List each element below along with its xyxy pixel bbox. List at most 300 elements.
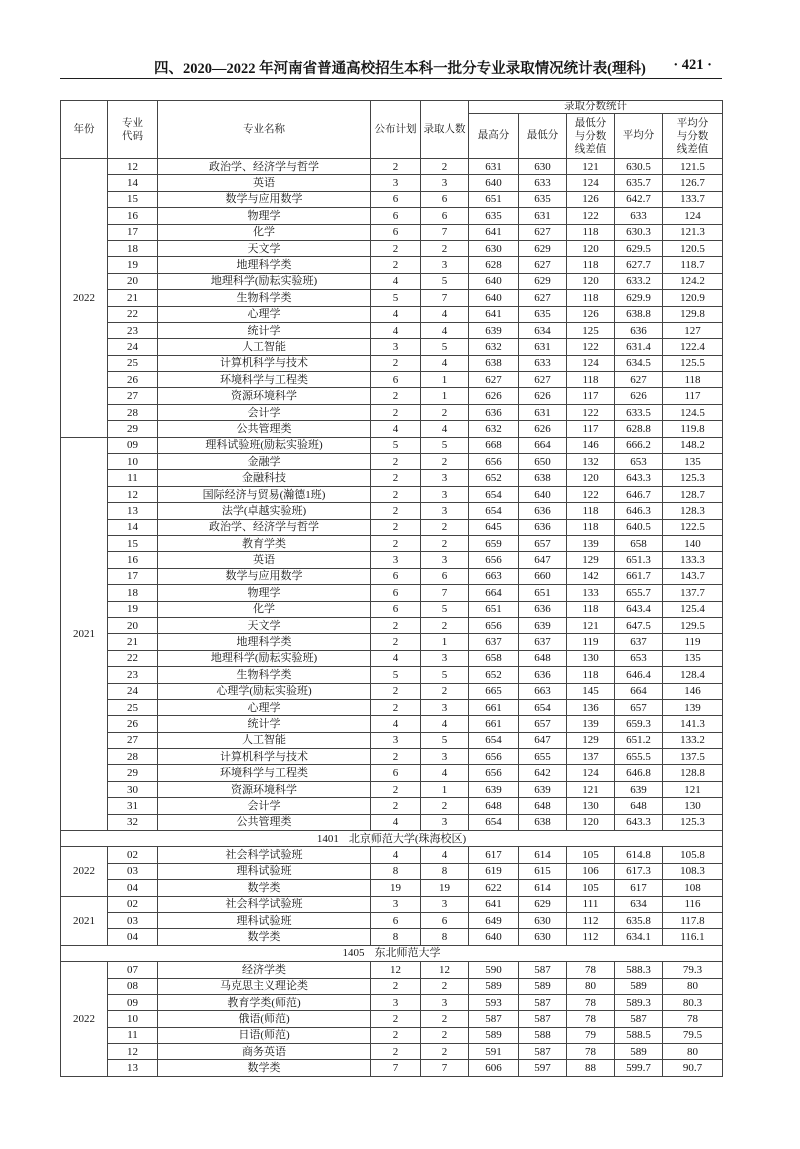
major-code-cell: 22 xyxy=(108,306,158,322)
min-score-diff-cell: 78 xyxy=(567,1044,615,1060)
min-score-cell: 614 xyxy=(519,880,567,896)
avg-score-cell: 659.3 xyxy=(615,716,663,732)
avg-score-cell: 628.8 xyxy=(615,421,663,437)
avg-score-diff-cell: 128.3 xyxy=(663,503,723,519)
admitted-count-cell: 1 xyxy=(421,634,469,650)
admitted-count-cell: 7 xyxy=(421,290,469,306)
max-score-cell: 638 xyxy=(469,355,519,371)
min-score-diff-cell: 111 xyxy=(567,896,615,912)
published-plan-cell: 3 xyxy=(371,552,421,568)
avg-score-cell: 633.5 xyxy=(615,404,663,420)
min-score-cell: 633 xyxy=(519,355,567,371)
min-score-cell: 636 xyxy=(519,519,567,535)
admitted-count-cell: 5 xyxy=(421,437,469,453)
table-row xyxy=(61,749,723,765)
major-name-cell: 教育学类(师范) xyxy=(158,994,371,1010)
major-name-cell: 环境科学与工程类 xyxy=(158,372,371,388)
admitted-count-cell: 12 xyxy=(421,962,469,978)
avg-score-cell: 599.7 xyxy=(615,1060,663,1076)
year-cell: 2022 xyxy=(61,159,108,438)
table-row xyxy=(61,1060,723,1076)
max-score-cell: 652 xyxy=(469,667,519,683)
table-row xyxy=(61,175,723,191)
published-plan-cell: 2 xyxy=(371,798,421,814)
major-name-cell: 地理科学(励耘实验班) xyxy=(158,650,371,666)
admitted-count-cell: 5 xyxy=(421,339,469,355)
avg-score-cell: 614.8 xyxy=(615,847,663,863)
min-score-diff-cell: 133 xyxy=(567,585,615,601)
published-plan-cell: 2 xyxy=(371,388,421,404)
min-score-cell: 615 xyxy=(519,863,567,879)
table-row xyxy=(61,929,723,945)
min-score-diff-cell: 121 xyxy=(567,159,615,175)
min-score-cell: 588 xyxy=(519,1027,567,1043)
avg-score-cell: 630.5 xyxy=(615,159,663,175)
page-header xyxy=(60,55,722,79)
avg-score-diff-cell: 121 xyxy=(663,781,723,797)
avg-score-cell: 655.7 xyxy=(615,585,663,601)
major-code-cell: 02 xyxy=(108,896,158,912)
major-code-cell: 27 xyxy=(108,388,158,404)
table-row xyxy=(61,814,723,830)
table-row xyxy=(61,339,723,355)
major-name-cell: 理科试验班(励耘实验班) xyxy=(158,437,371,453)
published-plan-cell: 3 xyxy=(371,339,421,355)
major-code-cell: 29 xyxy=(108,421,158,437)
published-plan-cell: 7 xyxy=(371,1060,421,1076)
admitted-count-cell: 8 xyxy=(421,863,469,879)
major-name-cell: 物理学 xyxy=(158,208,371,224)
max-score-cell: 663 xyxy=(469,568,519,584)
admitted-count-cell: 4 xyxy=(421,765,469,781)
major-code-cell: 16 xyxy=(108,552,158,568)
admitted-count-cell: 4 xyxy=(421,322,469,338)
table-row xyxy=(61,306,723,322)
major-name-cell: 英语 xyxy=(158,175,371,191)
major-name-cell: 教育学类 xyxy=(158,535,371,551)
avg-score-diff-cell: 116.1 xyxy=(663,929,723,945)
admitted-count-cell: 3 xyxy=(421,650,469,666)
published-plan-cell: 2 xyxy=(371,503,421,519)
min-score-diff-cell: 105 xyxy=(567,880,615,896)
table-row xyxy=(61,978,723,994)
published-plan-cell: 6 xyxy=(371,912,421,928)
avg-score-diff-cell: 119.8 xyxy=(663,421,723,437)
table-row xyxy=(61,322,723,338)
min-score-cell: 657 xyxy=(519,535,567,551)
min-score-diff-cell: 129 xyxy=(567,552,615,568)
min-score-diff-cell: 120 xyxy=(567,273,615,289)
min-score-cell: 654 xyxy=(519,699,567,715)
min-score-diff-cell: 118 xyxy=(567,601,615,617)
min-score-cell: 664 xyxy=(519,437,567,453)
published-plan-cell: 6 xyxy=(371,765,421,781)
school-header-cell xyxy=(61,945,723,961)
major-name-cell: 数学类 xyxy=(158,929,371,945)
major-name-cell: 地理科学类 xyxy=(158,634,371,650)
major-name-cell: 会计学 xyxy=(158,404,371,420)
max-score-cell: 630 xyxy=(469,240,519,256)
max-score-cell: 640 xyxy=(469,175,519,191)
max-score-cell: 654 xyxy=(469,486,519,502)
min-score-diff-cell: 124 xyxy=(567,355,615,371)
min-score-cell: 657 xyxy=(519,716,567,732)
major-code-cell: 13 xyxy=(108,1060,158,1076)
min-score-diff-cell: 124 xyxy=(567,765,615,781)
school-name: 东北师范大学 xyxy=(374,947,441,960)
min-score-cell: 629 xyxy=(519,240,567,256)
major-code-cell: 26 xyxy=(108,716,158,732)
table-row xyxy=(61,159,723,175)
min-score-cell: 627 xyxy=(519,224,567,240)
max-score-cell: 617 xyxy=(469,847,519,863)
max-score-cell: 654 xyxy=(469,814,519,830)
table-row xyxy=(61,634,723,650)
min-score-cell: 627 xyxy=(519,257,567,273)
min-score-cell: 630 xyxy=(519,929,567,945)
major-code-cell: 18 xyxy=(108,585,158,601)
published-plan-cell: 6 xyxy=(371,208,421,224)
admitted-count-cell: 2 xyxy=(421,404,469,420)
admitted-count-cell: 3 xyxy=(421,486,469,502)
major-code-cell: 23 xyxy=(108,667,158,683)
avg-score-diff-cell: 124.5 xyxy=(663,404,723,420)
min-score-cell: 647 xyxy=(519,552,567,568)
table-row xyxy=(61,470,723,486)
major-name-cell: 资源环境科学 xyxy=(158,388,371,404)
header-min-score-diff xyxy=(567,114,615,159)
published-plan-cell: 6 xyxy=(371,601,421,617)
min-score-cell: 636 xyxy=(519,667,567,683)
table-row xyxy=(61,847,723,863)
major-name-cell: 数学与应用数学 xyxy=(158,568,371,584)
min-score-cell: 660 xyxy=(519,568,567,584)
min-score-cell: 638 xyxy=(519,814,567,830)
min-score-cell: 651 xyxy=(519,585,567,601)
avg-score-diff-cell: 129.5 xyxy=(663,617,723,633)
min-score-cell: 587 xyxy=(519,1044,567,1060)
avg-score-cell: 635.7 xyxy=(615,175,663,191)
min-score-diff-cell: 118 xyxy=(567,503,615,519)
published-plan-cell: 2 xyxy=(371,470,421,486)
table-row xyxy=(61,224,723,240)
major-code-cell: 10 xyxy=(108,1011,158,1027)
admitted-count-cell: 3 xyxy=(421,470,469,486)
header-year: 年份 xyxy=(61,101,108,159)
major-code-cell: 12 xyxy=(108,486,158,502)
min-score-diff-cell: 117 xyxy=(567,388,615,404)
min-score-diff-cell: 78 xyxy=(567,994,615,1010)
major-code-cell: 11 xyxy=(108,470,158,486)
published-plan-cell: 2 xyxy=(371,1027,421,1043)
major-code-cell: 09 xyxy=(108,437,158,453)
min-score-cell: 648 xyxy=(519,650,567,666)
avg-score-cell: 589 xyxy=(615,1044,663,1060)
published-plan-cell: 12 xyxy=(371,962,421,978)
school-header-row xyxy=(61,945,723,961)
header-max-score: 最高分 xyxy=(469,114,519,159)
avg-score-cell: 651.3 xyxy=(615,552,663,568)
major-name-cell: 理科试验班 xyxy=(158,912,371,928)
table-row xyxy=(61,601,723,617)
year-cell: 2022 xyxy=(61,847,108,896)
major-code-cell: 09 xyxy=(108,994,158,1010)
school-header-row xyxy=(61,831,723,847)
major-name-cell: 天文学 xyxy=(158,240,371,256)
min-score-diff-cell: 139 xyxy=(567,535,615,551)
min-score-cell: 635 xyxy=(519,306,567,322)
max-score-cell: 589 xyxy=(469,1027,519,1043)
min-score-diff-cell: 88 xyxy=(567,1060,615,1076)
table-row xyxy=(61,437,723,453)
admitted-count-cell: 4 xyxy=(421,716,469,732)
avg-score-cell: 647.5 xyxy=(615,617,663,633)
avg-score-cell: 617 xyxy=(615,880,663,896)
max-score-cell: 639 xyxy=(469,322,519,338)
max-score-cell: 652 xyxy=(469,470,519,486)
min-score-diff-cell: 122 xyxy=(567,404,615,420)
major-name-cell: 天文学 xyxy=(158,617,371,633)
min-score-diff-cell: 117 xyxy=(567,421,615,437)
school-name: 北京师范大学(珠海校区) xyxy=(348,832,467,845)
min-score-diff-cell: 119 xyxy=(567,634,615,650)
min-score-diff-cell: 125 xyxy=(567,322,615,338)
avg-score-cell: 653 xyxy=(615,650,663,666)
min-score-cell: 630 xyxy=(519,159,567,175)
avg-score-cell: 646.3 xyxy=(615,503,663,519)
avg-score-diff-cell: 125.3 xyxy=(663,470,723,486)
published-plan-cell: 4 xyxy=(371,847,421,863)
admitted-count-cell: 4 xyxy=(421,847,469,863)
max-score-cell: 622 xyxy=(469,880,519,896)
min-score-diff-cell: 124 xyxy=(567,175,615,191)
published-plan-cell: 6 xyxy=(371,372,421,388)
major-code-cell: 18 xyxy=(108,240,158,256)
avg-score-cell: 588.5 xyxy=(615,1027,663,1043)
admitted-count-cell: 3 xyxy=(421,994,469,1010)
avg-score-diff-cell: 80.3 xyxy=(663,994,723,1010)
min-score-cell: 636 xyxy=(519,503,567,519)
max-score-cell: 628 xyxy=(469,257,519,273)
published-plan-cell: 6 xyxy=(371,224,421,240)
major-name-cell: 人工智能 xyxy=(158,339,371,355)
max-score-cell: 619 xyxy=(469,863,519,879)
table-row xyxy=(61,896,723,912)
avg-score-diff-cell: 121.5 xyxy=(663,159,723,175)
major-name-cell: 公共管理类 xyxy=(158,421,371,437)
min-score-diff-cell: 118 xyxy=(567,290,615,306)
table-row xyxy=(61,732,723,748)
admission-statistics-table xyxy=(60,100,723,1077)
major-code-cell: 08 xyxy=(108,978,158,994)
table-row xyxy=(61,404,723,420)
min-score-diff-cell: 118 xyxy=(567,224,615,240)
min-score-diff-cell: 112 xyxy=(567,929,615,945)
min-score-cell: 642 xyxy=(519,765,567,781)
table-row xyxy=(61,535,723,551)
avg-score-diff-cell: 140 xyxy=(663,535,723,551)
max-score-cell: 645 xyxy=(469,519,519,535)
major-name-cell: 数学类 xyxy=(158,1060,371,1076)
published-plan-cell: 8 xyxy=(371,929,421,945)
min-score-diff-cell: 146 xyxy=(567,437,615,453)
published-plan-cell: 2 xyxy=(371,454,421,470)
table-row xyxy=(61,1011,723,1027)
major-code-cell: 14 xyxy=(108,175,158,191)
header-major-name: 专业名称 xyxy=(158,101,371,159)
max-score-cell: 651 xyxy=(469,191,519,207)
max-score-cell: 641 xyxy=(469,306,519,322)
min-score-cell: 663 xyxy=(519,683,567,699)
admitted-count-cell: 6 xyxy=(421,568,469,584)
published-plan-cell: 4 xyxy=(371,814,421,830)
major-code-cell: 21 xyxy=(108,290,158,306)
published-plan-cell: 2 xyxy=(371,535,421,551)
published-plan-cell: 2 xyxy=(371,699,421,715)
avg-score-diff-cell: 78 xyxy=(663,1011,723,1027)
avg-score-diff-cell: 130 xyxy=(663,798,723,814)
header-major-code-label: 专业代码 xyxy=(121,117,143,142)
published-plan-cell: 5 xyxy=(371,667,421,683)
published-plan-cell: 2 xyxy=(371,355,421,371)
avg-score-cell: 634.5 xyxy=(615,355,663,371)
major-code-cell: 32 xyxy=(108,814,158,830)
major-name-cell: 俄语(师范) xyxy=(158,1011,371,1027)
year-cell: 2021 xyxy=(61,437,108,830)
max-score-cell: 589 xyxy=(469,978,519,994)
avg-score-cell: 634.1 xyxy=(615,929,663,945)
published-plan-cell: 5 xyxy=(371,290,421,306)
major-name-cell: 金融学 xyxy=(158,454,371,470)
major-code-cell: 03 xyxy=(108,863,158,879)
major-name-cell: 数学类 xyxy=(158,880,371,896)
admitted-count-cell: 4 xyxy=(421,355,469,371)
admitted-count-cell: 3 xyxy=(421,699,469,715)
min-score-cell: 626 xyxy=(519,421,567,437)
admitted-count-cell: 2 xyxy=(421,454,469,470)
avg-score-diff-cell: 141.3 xyxy=(663,716,723,732)
table-row xyxy=(61,355,723,371)
table-row xyxy=(61,650,723,666)
published-plan-cell: 2 xyxy=(371,486,421,502)
major-name-cell: 环境科学与工程类 xyxy=(158,765,371,781)
page-title: 四、2020—2022 年河南省普通高校招生本科一批分专业录取情况统计表(理科) xyxy=(154,61,646,77)
max-score-cell: 658 xyxy=(469,650,519,666)
avg-score-cell: 661.7 xyxy=(615,568,663,584)
avg-score-diff-cell: 90.7 xyxy=(663,1060,723,1076)
avg-score-cell: 646.8 xyxy=(615,765,663,781)
admitted-count-cell: 2 xyxy=(421,617,469,633)
published-plan-cell: 2 xyxy=(371,240,421,256)
major-code-cell: 24 xyxy=(108,683,158,699)
published-plan-cell: 2 xyxy=(371,519,421,535)
published-plan-cell: 2 xyxy=(371,978,421,994)
max-score-cell: 659 xyxy=(469,535,519,551)
min-score-diff-cell: 130 xyxy=(567,650,615,666)
table-row xyxy=(61,667,723,683)
admitted-count-cell: 2 xyxy=(421,978,469,994)
published-plan-cell: 2 xyxy=(371,1044,421,1060)
min-score-cell: 631 xyxy=(519,208,567,224)
admitted-count-cell: 3 xyxy=(421,552,469,568)
min-score-diff-cell: 126 xyxy=(567,306,615,322)
major-code-cell: 16 xyxy=(108,208,158,224)
avg-score-cell: 633.2 xyxy=(615,273,663,289)
major-name-cell: 数学与应用数学 xyxy=(158,191,371,207)
header-published-plan: 公布计划 xyxy=(371,101,421,159)
avg-score-diff-cell: 128.8 xyxy=(663,765,723,781)
min-score-cell: 629 xyxy=(519,896,567,912)
published-plan-cell: 3 xyxy=(371,896,421,912)
major-name-cell: 计算机科学与技术 xyxy=(158,355,371,371)
major-code-cell: 25 xyxy=(108,699,158,715)
table-row xyxy=(61,617,723,633)
major-code-cell: 12 xyxy=(108,1044,158,1060)
avg-score-diff-cell: 133.7 xyxy=(663,191,723,207)
min-score-diff-cell: 122 xyxy=(567,339,615,355)
major-code-cell: 24 xyxy=(108,339,158,355)
major-name-cell: 政治学、经济学与哲学 xyxy=(158,159,371,175)
avg-score-diff-cell: 120.5 xyxy=(663,240,723,256)
table-row xyxy=(61,208,723,224)
max-score-cell: 606 xyxy=(469,1060,519,1076)
table-row xyxy=(61,699,723,715)
max-score-cell: 640 xyxy=(469,273,519,289)
major-code-cell: 25 xyxy=(108,355,158,371)
min-score-cell: 655 xyxy=(519,749,567,765)
min-score-cell: 647 xyxy=(519,732,567,748)
major-code-cell: 10 xyxy=(108,454,158,470)
admitted-count-cell: 7 xyxy=(421,585,469,601)
max-score-cell: 627 xyxy=(469,372,519,388)
max-score-cell: 656 xyxy=(469,454,519,470)
avg-score-diff-cell: 108 xyxy=(663,880,723,896)
min-score-cell: 627 xyxy=(519,372,567,388)
major-name-cell: 政治学、经济学与哲学 xyxy=(158,519,371,535)
major-code-cell: 20 xyxy=(108,273,158,289)
admitted-count-cell: 1 xyxy=(421,781,469,797)
table-row xyxy=(61,552,723,568)
table-body xyxy=(61,159,723,1077)
max-score-cell: 591 xyxy=(469,1044,519,1060)
table-header xyxy=(61,101,723,159)
table-row xyxy=(61,568,723,584)
min-score-cell: 587 xyxy=(519,994,567,1010)
min-score-diff-cell: 142 xyxy=(567,568,615,584)
avg-score-diff-cell: 146 xyxy=(663,683,723,699)
admitted-count-cell: 2 xyxy=(421,1027,469,1043)
max-score-cell: 649 xyxy=(469,912,519,928)
min-score-diff-cell: 118 xyxy=(567,519,615,535)
max-score-cell: 641 xyxy=(469,896,519,912)
admitted-count-cell: 2 xyxy=(421,683,469,699)
major-code-cell: 15 xyxy=(108,535,158,551)
table-row xyxy=(61,994,723,1010)
published-plan-cell: 2 xyxy=(371,159,421,175)
published-plan-cell: 3 xyxy=(371,732,421,748)
major-code-cell: 14 xyxy=(108,519,158,535)
published-plan-cell: 2 xyxy=(371,1011,421,1027)
table-row xyxy=(61,257,723,273)
avg-score-cell: 643.3 xyxy=(615,814,663,830)
min-score-cell: 626 xyxy=(519,388,567,404)
table-row xyxy=(61,388,723,404)
min-score-cell: 589 xyxy=(519,978,567,994)
min-score-cell: 627 xyxy=(519,290,567,306)
min-score-cell: 631 xyxy=(519,339,567,355)
min-score-diff-cell: 80 xyxy=(567,978,615,994)
major-name-cell: 心理学 xyxy=(158,699,371,715)
